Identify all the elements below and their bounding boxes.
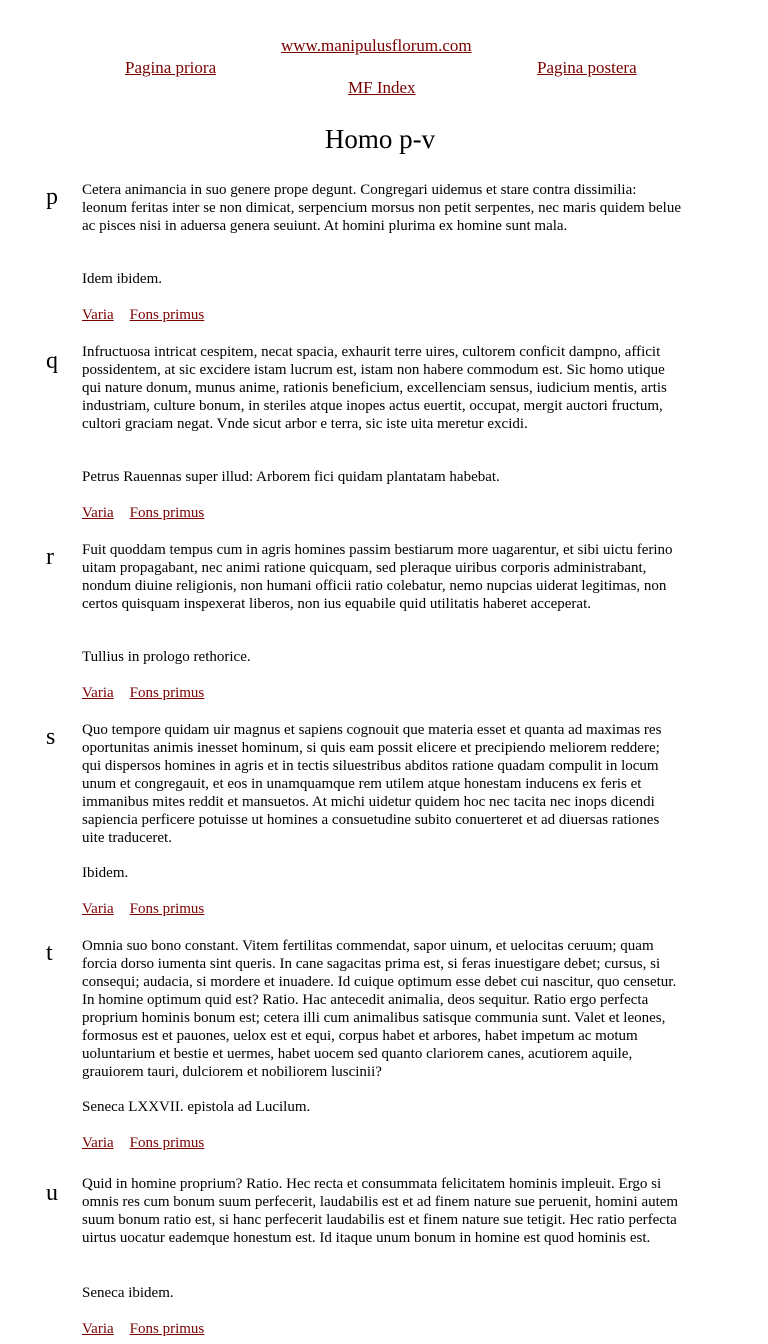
entry-letter: u bbox=[46, 1180, 58, 1206]
entry-text: Quid in homine proprium? Ratio. Hec recta et consummata felicitatem hominis impleuit. Ergo si omnis res cum bonum suum perfecerit, laudabilis est et ad finem nature sue peruenit, homini autem suum bonum ratio est, si hanc perfecerit laudabilis est et finem nature sue tetigit. Hec ratio perfecta uirtus uocatur eademque honestum est. Id itaque unum bonum in homine est quod hominis est. bbox=[82, 1176, 679, 1246]
entry-letter: q bbox=[46, 348, 58, 374]
varia-link[interactable]: Varia bbox=[82, 505, 114, 521]
fons-primus-link[interactable]: Fons primus bbox=[129, 307, 205, 323]
fons-primus-link[interactable]: Fons primus bbox=[129, 1321, 205, 1337]
entry-text: Fuit quoddam tempus cum in agris homines passim bestiarum more uagarentur, et sibi uictu ferino uitam propagabant, nec animi ratione quicquam, sed pleraque uiribus corporis administrabant, nondum diuine religionis, non humani officii ratio colebatur, nemo nupcias uiderat legitimas, non certos quisquam inspexerat liberos, non ius equabile quid utilitatis haberet acceperat. bbox=[82, 542, 673, 612]
entry-text: Infructuosa intricat cespitem, necat spacia, exhaurit terre uires, cultorem conficit dampno, afficit possidentem, at sic excidere istam lucrum est, istam non habere commodum est. Sic homo utique qui nature donum, munus anime, rationis beneficium, excellenciam sensus, iudicium mentis, artis industriam, culture bonum, in steriles atque inopes actus euertit, occupat, mergit auctori fructum, cultori graciam negat. Vnde sicut arbor e terra, sic iste uita meretur excidi. bbox=[82, 344, 667, 432]
entry-text: Omnia suo bono constant. Vitem fertilitas commendat, sapor uinum, et uelocitas ceruum; quam forcia dorso iumenta sint queris. In cane sagacitas prima est, si feras inuestigare debet; cursus, si consequi; audacia, si mordere et inuadere. Id cuique optimum esse debet cui nascitur, quo censetur. In homine optimum quid est? Ratio. Hac antecedit animalia, deos sequitur. Ratio ergo perfecta proprium hominis bonum est; cetera illi cum animalibus satisque communia sunt. Valet et leones, formosus est et pauones, uelox est et equi, corpus habet et arbores, habet impetum ac motum uoluntarium et bestie et uermes, habet uocem sed quanto clariorem canes, acutiorem aquile, grauiorem tauri, dulciorem et nobiliorem luscinii? bbox=[82, 938, 677, 1080]
entry-letter: p bbox=[46, 184, 58, 210]
index-link[interactable]: MF Index bbox=[348, 78, 416, 97]
entry-links bbox=[82, 504, 204, 522]
previous-page-link[interactable]: Pagina priora bbox=[125, 58, 217, 77]
varia-link[interactable]: Varia bbox=[82, 1321, 114, 1337]
varia-link[interactable]: Varia bbox=[82, 901, 114, 917]
page-title: Homo p-v bbox=[324, 124, 436, 154]
entry-links bbox=[82, 1320, 204, 1338]
top-navigation bbox=[0, 0, 768, 100]
fons-primus-link[interactable]: Fons primus bbox=[129, 901, 205, 917]
varia-link[interactable]: Varia bbox=[82, 685, 114, 701]
entry-source: Idem ibidem. bbox=[82, 271, 162, 287]
entry-letter: t bbox=[46, 940, 53, 966]
entry-source: Tullius in prologo rethorice. bbox=[82, 649, 251, 665]
fons-primus-link[interactable]: Fons primus bbox=[129, 1135, 205, 1151]
entry-links bbox=[82, 900, 204, 918]
entry-source: Petrus Rauennas super illud: Arborem fici quidam plantatam habebat. bbox=[82, 469, 500, 485]
fons-primus-link[interactable]: Fons primus bbox=[129, 685, 205, 701]
next-page-link[interactable]: Pagina postera bbox=[537, 58, 637, 77]
varia-link[interactable]: Varia bbox=[82, 307, 114, 323]
entry-links bbox=[82, 684, 204, 702]
fons-primus-link[interactable]: Fons primus bbox=[129, 505, 205, 521]
entry-links bbox=[82, 1134, 204, 1152]
entry-text: Quo tempore quidam uir magnus et sapiens cognouit que materia esset et quanta ad maximas res oportunitas animis inesset hominum, si quis eam possit elicere et precipiendo meliorem reddere; qui dispersos homines in agris et in tectis siluestribus abditos ratione quadam compulit in locum unum et congregauit, et eos in unamquamque rem utilem atque honestam inducens ex feris et immanibus mites reddit et mansuetos. At michi uidetur quidem hoc nec tacita nec inops dicendi sapiencia perficere potuisse ut homines a consuetudine subito conuerteret et ad diuersas rationes uite traduceret. bbox=[82, 722, 662, 846]
varia-link[interactable]: Varia bbox=[82, 1135, 114, 1151]
entry-source: Seneca ibidem. bbox=[82, 1285, 174, 1301]
entry-source: Seneca LXXVII. epistola ad Lucilum. bbox=[82, 1099, 311, 1115]
entry-text: Cetera animancia in suo genere prope degunt. Congregari uidemus et stare contra dissimilia: leonum feritas inter se non dimicat, serpencium morsus non petit serpentes, nec maris quidem belue ac pisces nisi in aduersa genera seuiunt. At homini plurima ex homine sunt mala. bbox=[82, 182, 682, 234]
entry-source: Ibidem. bbox=[82, 865, 129, 881]
entry-links bbox=[82, 306, 204, 324]
entry-letter: r bbox=[46, 544, 54, 570]
site-home-link[interactable]: www.manipulusflorum.com bbox=[281, 36, 472, 55]
entry-letter: s bbox=[46, 724, 56, 750]
